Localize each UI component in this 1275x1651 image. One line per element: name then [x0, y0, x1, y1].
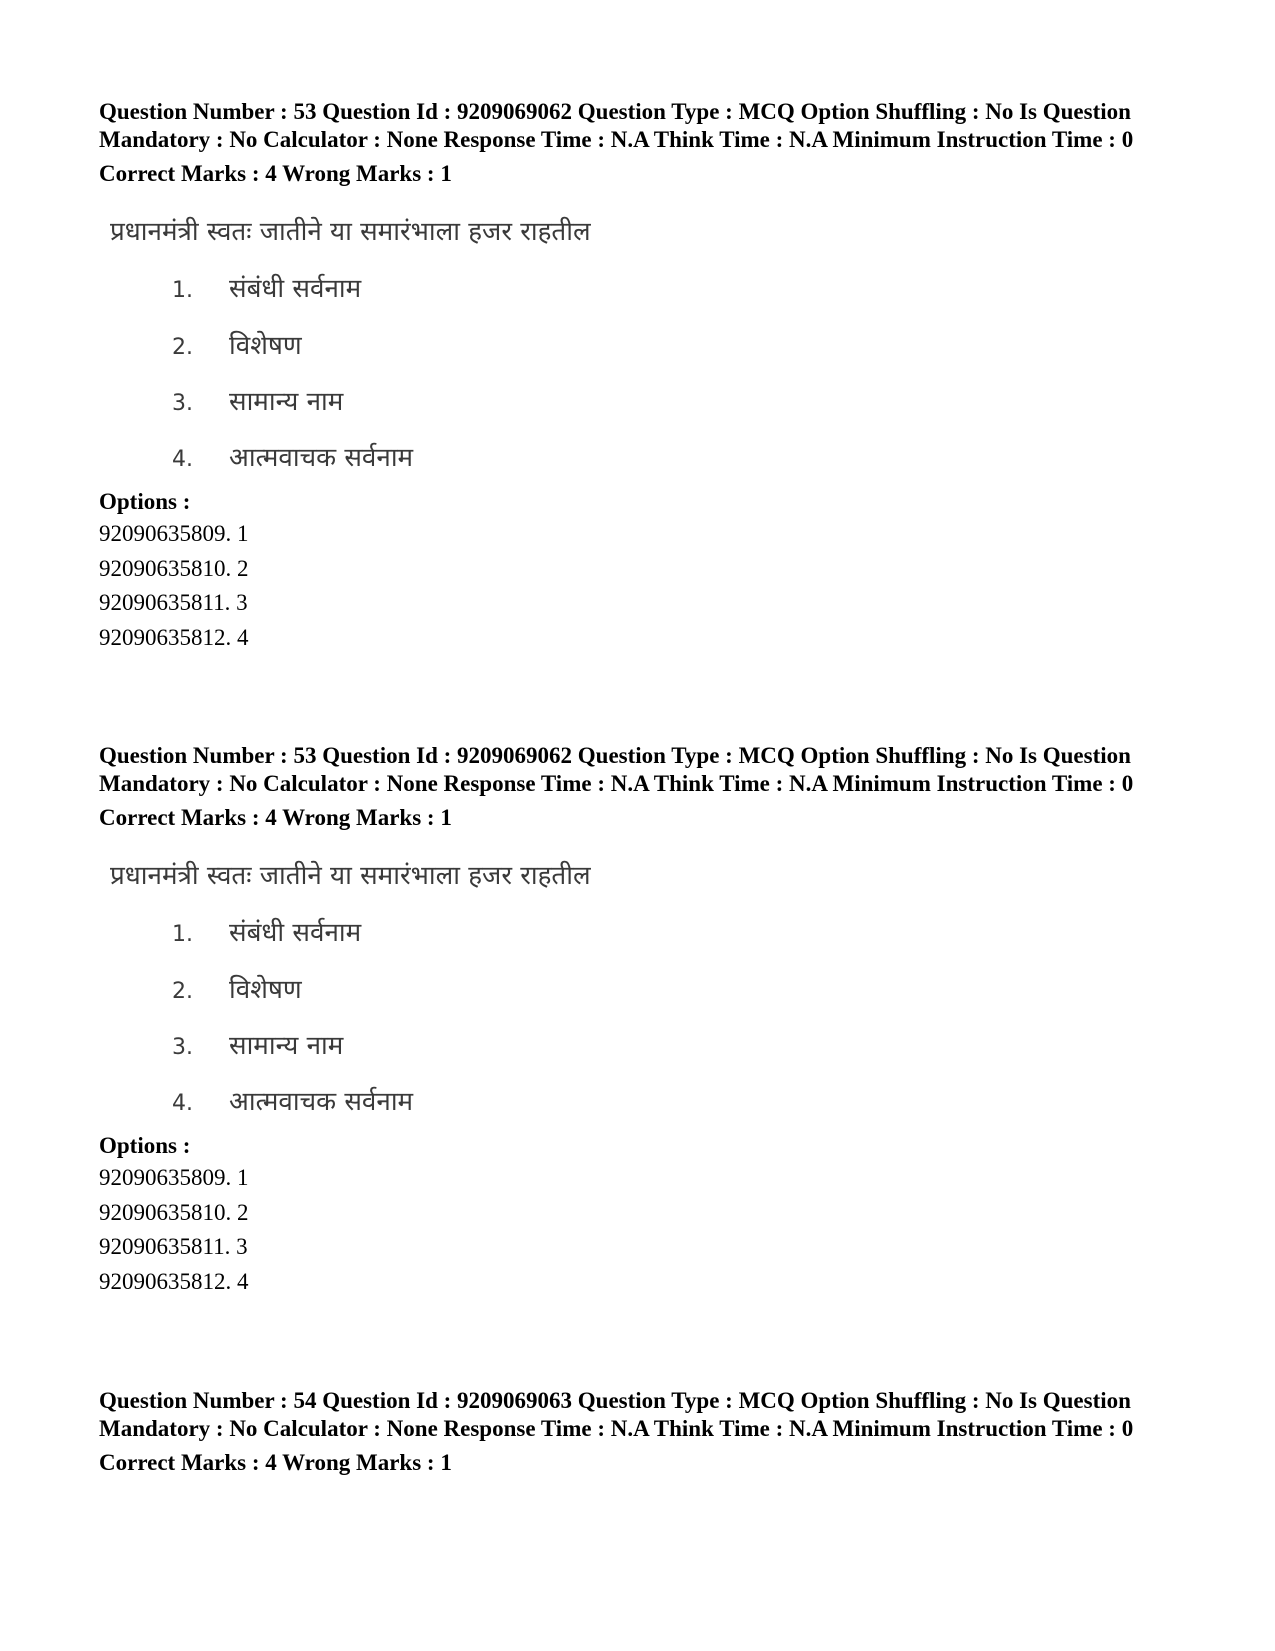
- option-line: 92090635810. 2: [99, 555, 249, 581]
- choice-item: [172, 913, 361, 949]
- choice-text: सामान्य नाम: [229, 1031, 344, 1061]
- question-header: Question Number : 54 Question Id : 9209069063 Question Type : MCQ Option Shuffling : No Is Question Mandatory : No Calculator : None Response Time : N.A Think Time : N.A Minimum Instruction Time : 0: [99, 1388, 1134, 1441]
- choice-number: 1.: [172, 922, 193, 947]
- question-block: [99, 1387, 1179, 1477]
- question-stem: प्रधानमंत्री स्वतः जातीने या समारंभाला हजर राहतील: [110, 217, 591, 247]
- marks-line: Correct Marks : 4 Wrong Marks : 1: [99, 805, 452, 830]
- question-header: Question Number : 53 Question Id : 9209069062 Question Type : MCQ Option Shuffling : No Is Question Mandatory : No Calculator : None Response Time : N.A Think Time : N.A Minimum Instruction Time : 0: [99, 743, 1134, 796]
- option-line: 92090635811. 3: [99, 1234, 248, 1259]
- choice-text: सामान्य नाम: [229, 387, 344, 417]
- choice-item: [172, 326, 302, 362]
- question-image: [99, 196, 1179, 481]
- choice-number: 4.: [172, 447, 193, 472]
- option-line: 92090635812. 4: [99, 624, 249, 650]
- option-line: 92090635809. 1: [99, 521, 249, 546]
- option-line: 92090635811. 3: [99, 590, 248, 615]
- choice-text: विशेषण: [229, 331, 302, 361]
- choice-item: [172, 382, 343, 418]
- option-line: 92090635812. 4: [99, 1268, 249, 1294]
- question-header: Question Number : 53 Question Id : 9209069062 Question Type : MCQ Option Shuffling : No Is Question Mandatory : No Calculator : None Response Time : N.A Think Time : N.A Minimum Instruction Time : 0: [99, 99, 1134, 152]
- marks-line: Correct Marks : 4 Wrong Marks : 1: [99, 161, 452, 186]
- question-block: [99, 98, 1179, 655]
- option-line: 92090635809. 1: [99, 1165, 249, 1190]
- question-image: [99, 840, 1179, 1125]
- choice-number: 3.: [172, 391, 193, 416]
- options-label: Options :: [99, 1133, 191, 1158]
- choice-number: 4.: [172, 1091, 193, 1116]
- marks-line: Correct Marks : 4 Wrong Marks : 1: [99, 1450, 452, 1475]
- choice-number: 2.: [172, 979, 193, 1004]
- choice-item: [172, 970, 302, 1006]
- choice-number: 1.: [172, 278, 193, 303]
- choice-text: विशेषण: [229, 975, 302, 1005]
- choice-text: संबंधी सर्वनाम: [229, 918, 362, 948]
- choice-item: [172, 1082, 413, 1118]
- question-block: [99, 742, 1179, 1299]
- option-line: 92090635810. 2: [99, 1199, 249, 1225]
- options-label: Options :: [99, 489, 191, 514]
- choice-number: 3.: [172, 1035, 193, 1060]
- choice-item: [172, 438, 413, 474]
- choice-text: आत्मवाचक सर्वनाम: [229, 1087, 414, 1117]
- choice-number: 2.: [172, 335, 193, 360]
- choice-text: आत्मवाचक सर्वनाम: [229, 443, 414, 473]
- choice-item: [172, 269, 361, 305]
- choice-text: संबंधी सर्वनाम: [229, 274, 362, 304]
- question-stem: प्रधानमंत्री स्वतः जातीने या समारंभाला हजर राहतील: [110, 861, 591, 891]
- choice-item: [172, 1026, 343, 1062]
